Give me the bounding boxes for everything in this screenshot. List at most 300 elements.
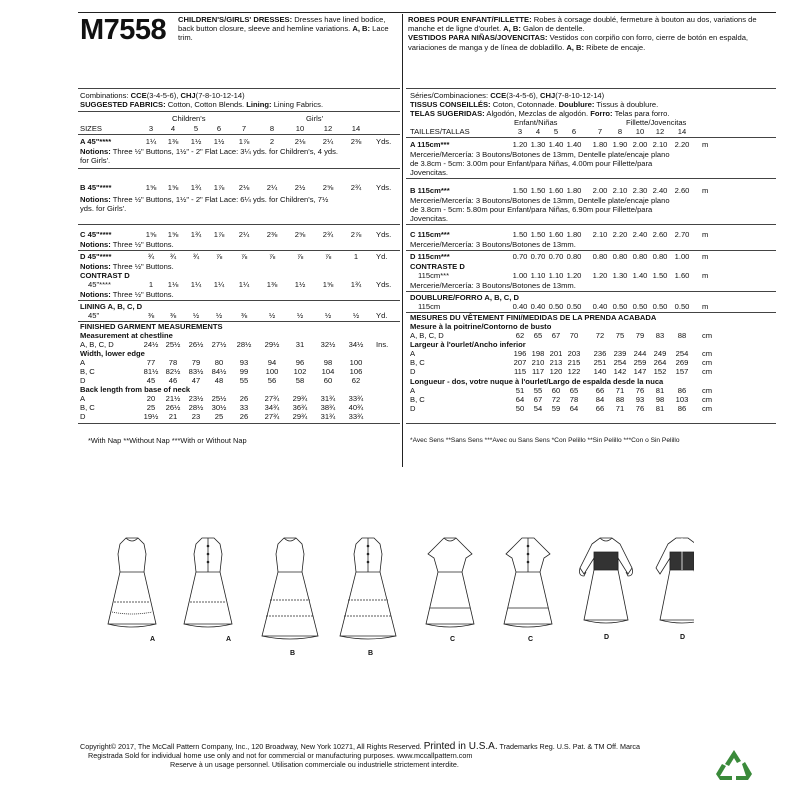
dress-c-front [426, 538, 474, 627]
value-4: 55 [239, 376, 249, 385]
fr-combinations: Séries/Combinaciones: CCE(3-4-5-6), CHJ(7-8-10-12-14) [410, 91, 605, 100]
en-description: CHILDREN'S/GIRLS' DRESSES: Dresses have lined bodice, back button closure, sleeve and hemline variations. A, B: Lace trim. [178, 15, 389, 43]
value-7: 2.40 [652, 186, 668, 195]
value-3: 1⅞ [213, 183, 225, 192]
value-2: 28½ [188, 403, 204, 412]
value-7: 31¾ [320, 394, 336, 403]
value-0: 1⅝ [145, 183, 157, 192]
value-8: 2.60 [674, 186, 690, 195]
value-3: 70 [569, 331, 579, 340]
value-8: 103 [675, 395, 689, 404]
value-0: ¾ [147, 252, 155, 261]
value-6: 244 [633, 349, 647, 358]
en-notions-b-2: yds. for Girls'. [80, 204, 127, 213]
value-1: 1⅛ [167, 280, 179, 289]
value-7: 2¼ [322, 137, 334, 146]
value-4: 1.20 [592, 271, 608, 280]
value-4: 2.10 [592, 230, 608, 239]
en-sizes-row: SIZES 3 4 5 6 7 8 10 12 14 [80, 124, 400, 133]
value-1: 1.50 [530, 186, 546, 195]
value-1: 0.40 [530, 302, 546, 311]
value-3: 65 [569, 386, 579, 395]
unit-label: Yds. [376, 280, 392, 289]
value-3: 30½ [211, 403, 227, 412]
value-5: 0.50 [612, 302, 628, 311]
value-0: 1.00 [512, 271, 528, 280]
fr-row-largeur-a: A 196 198 201 203 236 239 244 249 254 cm [410, 349, 776, 358]
fr-row-contrast: 115cm*** 1.00 1.10 1.10 1.20 1.20 1.30 1.40 1.50 1.60 m [410, 271, 776, 280]
size-3: 6 [216, 124, 222, 133]
size-4: 7 [241, 124, 247, 133]
unit-label: Yds. [376, 137, 392, 146]
fr-buste-title: Mesure à la poitrine/Contorno de busto [410, 322, 552, 331]
value-2: 1.40 [548, 140, 564, 149]
dress-d-front [580, 538, 633, 623]
value-8: 33¾ [348, 412, 364, 421]
fr-merc-a-1: Mercerie/Mercería: 3 Boutons/Botones de 13mm, Dentelle plate/encaje plano [410, 150, 670, 159]
value-6: 0.50 [632, 302, 648, 311]
value-2: 60 [551, 386, 561, 395]
value-0: 50 [515, 404, 525, 413]
value-8: 2⅞ [350, 230, 362, 239]
value-5: 2¼ [266, 183, 278, 192]
value-5: 2.20 [612, 230, 628, 239]
value-0: 64 [515, 395, 525, 404]
value-8: 40¾ [348, 403, 364, 412]
value-4: 1¼ [238, 280, 250, 289]
fr-nap-note: *Avec Sens **Sans Sens ***Avec ou Sans Sens *Con Pelillo **Sin Pelillo ***Con o Sin Pelillo [410, 437, 680, 444]
value-0: 1.20 [512, 140, 528, 149]
size-6: 10 [295, 124, 305, 133]
value-8: 1.00 [674, 252, 690, 261]
fr-rule-1 [406, 88, 776, 89]
value-5: 1.90 [612, 140, 628, 149]
value-3: 203 [567, 349, 581, 358]
value-2: 201 [549, 349, 563, 358]
value-1: 1.10 [530, 271, 546, 280]
en-row-contrast: 45"**** 1 1⅛ 1¼ 1¼ 1¼ 1⅜ 1½ 1⅝ 1¾ Yds. [80, 280, 400, 289]
en-back-title: Back length from base of neck [80, 385, 191, 394]
size-8: 14 [351, 124, 361, 133]
value-0: 51 [515, 386, 525, 395]
value-6: 76 [635, 386, 645, 395]
fr-merc-a-3: Jovencitas. [410, 168, 448, 177]
fr-description: ROBES POUR ENFANT/FILLETTE: Robes à corsage doublé, fermeture à bouton au dos, variations de manche et de ligne d'ourlet. A, B: Galon de dentelle. VESTIDOS PARA NIÑAS/JOVENCITAS: Vestidos con corpiño con forro, cierre de botón en espalda, variaciones de manga y de línea de dobladillo. A, B: Ribete de encaje. [408, 15, 757, 52]
value-4: 66 [595, 404, 605, 413]
value-5: 1⅜ [266, 280, 278, 289]
unit-label: Yds. [376, 183, 392, 192]
figure-label: D [680, 634, 686, 641]
value-8: 2.20 [674, 140, 690, 149]
fr-sizes-row: TAILLES/TALLAS 3 4 5 6 7 8 10 12 14 [410, 127, 776, 136]
fr-mesures-title: MESURES DU VÊTEMENT FINI/MEDIDAS DE LA PRENDA ACABADA [410, 313, 657, 322]
size-7: 12 [655, 127, 665, 136]
unit-label: m [702, 140, 709, 149]
en-group-girls: Girls' [306, 114, 324, 123]
value-3: 27½ [211, 340, 227, 349]
value-2: 47 [191, 376, 201, 385]
fr-doublure-title: DOUBLURE/FORRO A, B, C, D [410, 293, 519, 302]
unit-label: m [702, 271, 709, 280]
value-8: 1¾ [350, 280, 362, 289]
value-7: 32½ [320, 340, 336, 349]
value-2: 1¾ [190, 230, 202, 239]
value-3: 1¼ [213, 280, 225, 289]
value-0: 1¼ [145, 137, 157, 146]
value-2: 1¾ [190, 183, 202, 192]
value-7: 152 [653, 367, 667, 376]
value-6: ½ [296, 311, 304, 320]
value-4: 33 [239, 403, 249, 412]
value-2: 23½ [188, 394, 204, 403]
value-4: 1⅞ [238, 137, 250, 146]
value-5: 239 [613, 349, 627, 358]
value-0: 62 [515, 331, 525, 340]
value-2: 1¼ [190, 280, 202, 289]
value-7: 83 [655, 331, 665, 340]
value-2: 0.50 [548, 302, 564, 311]
value-8: 269 [675, 358, 689, 367]
value-5: 1.30 [612, 271, 628, 280]
en-row-a: A 45"**** 1¼ 1⅜ 1½ 1½ 1⅞ 2 2⅛ 2¼ 2⅜ Yds. [80, 137, 400, 146]
value-4: 28½ [236, 340, 252, 349]
value-3: 0.50 [566, 302, 582, 311]
en-notions-c: Notions: Three ½" Buttons. [80, 240, 174, 249]
value-0: 19½ [143, 412, 159, 421]
figure-label: D [604, 634, 610, 641]
value-6: 1½ [294, 280, 306, 289]
value-7: 98 [655, 395, 665, 404]
value-1: 1⅝ [167, 183, 179, 192]
value-6: 147 [633, 367, 647, 376]
unit-label: Ins. [376, 340, 389, 349]
value-3: 64 [569, 404, 579, 413]
value-7: 104 [321, 367, 335, 376]
value-0: 1.50 [512, 186, 528, 195]
value-6: 96 [295, 358, 305, 367]
en-nap-note: *With Nap **Without Nap ***With or Without Nap [88, 436, 247, 445]
unit-label: cm [702, 386, 713, 395]
en-notions-b-1: Notions: Three ½" Buttons, 1½" - 2" Flat Lace: 6¼ yds. for Children's, 7½ [80, 195, 329, 204]
value-2: 83½ [188, 367, 204, 376]
value-7: 0.80 [652, 252, 668, 261]
value-3: 1½ [213, 137, 225, 146]
value-1: 210 [531, 358, 545, 367]
value-7: 31¾ [320, 412, 336, 421]
value-4: 84 [595, 395, 605, 404]
en-combinations: Combinations: CCE(3-4-5-6), CHJ(7-8-10-12-14) [80, 91, 245, 100]
value-1: 54 [533, 404, 543, 413]
fr-merc-b-2: de 3.8cm - 5cm: 5.80m pour Enfant/para Niñas, 6.90m pour Fillette/para [410, 205, 653, 214]
value-7: ½ [324, 311, 332, 320]
value-4: 93 [239, 358, 249, 367]
value-6: 259 [633, 358, 647, 367]
unit-label: m [702, 302, 709, 311]
value-4: 0.40 [592, 302, 608, 311]
value-8: 254 [675, 349, 689, 358]
value-5: 94 [267, 358, 277, 367]
value-7: 249 [653, 349, 667, 358]
dress-a-back [184, 538, 232, 627]
value-5: 27¾ [264, 412, 280, 421]
value-3: ½ [215, 311, 223, 320]
value-6: 36¾ [292, 403, 308, 412]
size-6: 10 [635, 127, 645, 136]
value-7: 1⅝ [322, 280, 334, 289]
value-4: 2.00 [592, 186, 608, 195]
value-8: ½ [352, 311, 360, 320]
size-1: 4 [170, 124, 176, 133]
en-width-title: Width, lower edge [80, 349, 145, 358]
en-lining-title: LINING A, B, C, D [80, 302, 143, 311]
unit-label: Yd. [376, 252, 388, 261]
fr-rule-5 [406, 250, 776, 251]
footer-line-1: Copyright© 2017, The McCall Pattern Company, Inc., 120 Broadway, New York 10271, All Rights Reserved. Printed in U.S.A. Trademarks Reg. U.S. Pat. & TM Off. Marca [80, 741, 640, 752]
en-rule-5 [78, 224, 400, 225]
value-4: 2¼ [238, 230, 250, 239]
fr-row-longueur-a: A 51 55 60 65 66 71 76 81 86 cm [410, 386, 776, 395]
value-7: 0.50 [652, 302, 668, 311]
en-row-width-d: D 45 46 47 48 55 56 58 60 62 [80, 376, 400, 385]
value-2: 1½ [190, 137, 202, 146]
fr-row-largeur-bc: B, C 207 210 213 215 251 254 259 264 269 cm [410, 358, 776, 367]
figure-label: C [528, 636, 534, 643]
fr-row-doublure: 115cm 0.40 0.40 0.50 0.50 0.40 0.50 0.50 0.50 0.50 m [410, 302, 776, 311]
unit-label: m [702, 252, 709, 261]
fr-largeur-title: Largeur à l'ourlet/Ancho inferior [410, 340, 526, 349]
value-1: 21½ [165, 394, 181, 403]
value-2: 213 [549, 358, 563, 367]
size-5: 8 [617, 127, 623, 136]
value-3: 80 [214, 358, 224, 367]
value-5: 2 [269, 137, 275, 146]
value-3: 1⅞ [213, 230, 225, 239]
value-0: 1.50 [512, 230, 528, 239]
value-0: ⅜ [147, 311, 155, 320]
fr-row-buste: A, B, C, D 62 65 67 70 72 75 79 83 88 cm [410, 331, 776, 340]
value-7: ⅞ [324, 252, 332, 261]
value-3: 215 [567, 358, 581, 367]
value-1: 1.50 [530, 230, 546, 239]
fr-merc-c: Mercerie/Mercería: 3 Boutons/Botones de 13mm. [410, 240, 576, 249]
en-rule-7 [78, 300, 400, 301]
figure-label: A [226, 636, 232, 643]
dress-c-back [504, 538, 552, 627]
value-2: 1.10 [548, 271, 564, 280]
value-4: 72 [595, 331, 605, 340]
value-8: 106 [349, 367, 363, 376]
value-0: 115 [513, 367, 527, 376]
fr-row-b: B 115cm*** 1.50 1.50 1.60 1.80 2.00 2.10 2.30 2.40 2.60 m [410, 186, 776, 195]
value-3: 78 [569, 395, 579, 404]
value-6: 93 [635, 395, 645, 404]
value-3: 1.80 [566, 230, 582, 239]
value-3: 1.80 [566, 186, 582, 195]
value-6: 2.30 [632, 186, 648, 195]
value-2: ½ [192, 311, 200, 320]
value-6: 102 [293, 367, 307, 376]
dress-a-front [108, 538, 156, 627]
value-0: 25 [146, 403, 156, 412]
fr-rule-2 [406, 137, 776, 138]
fr-fabrics-es: TELAS SUGERIDAS: Algodón, Mezclas de algodón. Forro: Telas para forro. [410, 109, 670, 118]
unit-label: cm [702, 395, 713, 404]
value-8: 62 [351, 376, 361, 385]
value-4: 251 [593, 358, 607, 367]
value-8: 2.70 [674, 230, 690, 239]
value-5: 142 [613, 367, 627, 376]
en-chest-title: Measurement at chestline [80, 331, 173, 340]
en-row-width-a: A 77 78 79 80 93 94 96 98 100 [80, 358, 400, 367]
value-7: 2.10 [652, 140, 668, 149]
value-2: 0.70 [548, 252, 564, 261]
en-row-lining: 45" ⅜ ⅜ ½ ½ ⅜ ½ ½ ½ ½ Yd. [80, 311, 400, 320]
en-fabrics: SUGGESTED FABRICS: Cotton, Cotton Blends. Lining: Lining Fabrics. [80, 100, 324, 109]
en-row-back-a: A 20 21½ 23½ 25½ 26 27¾ 29¾ 31¾ 33¾ [80, 394, 400, 403]
value-0: 0.70 [512, 252, 528, 261]
value-1: 198 [531, 349, 545, 358]
value-6: 58 [295, 376, 305, 385]
value-2: 59 [551, 404, 561, 413]
value-3: 1.20 [566, 271, 582, 280]
dress-b-back [340, 538, 396, 639]
value-8: 34½ [348, 340, 364, 349]
value-5: 254 [613, 358, 627, 367]
value-3: 122 [567, 367, 581, 376]
size-3: 6 [571, 127, 577, 136]
value-1: ⅜ [169, 311, 177, 320]
en-notions-d: Notions: Three ½" Buttons. [80, 262, 174, 271]
value-6: 2.40 [632, 230, 648, 239]
value-6: 1.40 [632, 271, 648, 280]
value-8: 100 [349, 358, 363, 367]
value-4: 236 [593, 349, 607, 358]
en-contrast-title: CONTRAST D [80, 271, 130, 280]
en-row-d: D 45"**** ¾ ¾ ¾ ⅞ ⅞ ⅞ ⅞ ⅞ 1 Yd. [80, 252, 400, 261]
value-2: 26½ [188, 340, 204, 349]
value-5: 2⅜ [266, 230, 278, 239]
value-3: 48 [214, 376, 224, 385]
value-8: 88 [677, 331, 687, 340]
unit-label: cm [702, 404, 713, 413]
value-4: ⅜ [240, 311, 248, 320]
value-6: 79 [635, 331, 645, 340]
value-8: 86 [677, 404, 687, 413]
value-6: 29¾ [292, 412, 308, 421]
value-1: 25½ [165, 340, 181, 349]
size-5: 8 [269, 124, 275, 133]
value-1: 1.30 [530, 140, 546, 149]
value-4: 26 [239, 394, 249, 403]
value-7: 38¾ [320, 403, 336, 412]
value-3: 84½ [211, 367, 227, 376]
value-7: 81 [655, 386, 665, 395]
value-5: 71 [615, 404, 625, 413]
fr-merc-a-2: de 3.8cm - 5cm: 3.00m pour Enfant/para Niñas, 4.00m pour Fillette/para [410, 159, 653, 168]
en-row-back-bc: B, C 25 26½ 28½ 30½ 33 34¾ 36¾ 38¾ 40¾ [80, 403, 400, 412]
en-notions-a-1: Notions: Three ½" Buttons, 1½" - 2" Flat Lace: 3¼ yds. for Children's, 4 yds. [80, 147, 338, 156]
size-0: 3 [148, 124, 154, 133]
value-8: 1 [353, 252, 359, 261]
unit-label: cm [702, 367, 713, 376]
value-1: 1⅜ [167, 137, 179, 146]
value-0: 0.40 [512, 302, 528, 311]
en-finished-title: FINISHED GARMENT MEASUREMENTS [80, 322, 223, 331]
unit-label: Yds. [376, 230, 392, 239]
fr-group-girls: Fillette/Jovencitas [626, 118, 687, 127]
value-0: 24½ [143, 340, 159, 349]
value-0: 196 [513, 349, 527, 358]
value-7: 264 [653, 358, 667, 367]
value-1: 0.70 [530, 252, 546, 261]
en-notions-contrast: Notions: Three ½" Buttons. [80, 290, 174, 299]
column-divider [402, 14, 403, 467]
value-1: 55 [533, 386, 543, 395]
value-2: 1.60 [548, 230, 564, 239]
unit-label: cm [702, 331, 713, 340]
unit-label: cm [702, 349, 713, 358]
value-6: 0.80 [632, 252, 648, 261]
value-1: 65 [533, 331, 543, 340]
value-5: 27¾ [264, 394, 280, 403]
value-7: 2.60 [652, 230, 668, 239]
value-5: ½ [268, 311, 276, 320]
value-6: 2⅛ [294, 137, 306, 146]
value-5: 0.80 [612, 252, 628, 261]
unit-label: m [702, 230, 709, 239]
value-0: 81½ [143, 367, 159, 376]
footer-line-2: Registrada Sold for individual home use only and not for commercial or manufacturing purposes. www.mccallpattern.com [88, 751, 473, 760]
value-0: 20 [146, 394, 156, 403]
value-7: 2⅝ [322, 183, 334, 192]
value-6: 31 [295, 340, 305, 349]
value-8: 157 [675, 367, 689, 376]
value-1: 67 [533, 395, 543, 404]
size-1: 4 [535, 127, 541, 136]
fr-group-children: Enfant/Niñas [514, 118, 558, 127]
value-8: 86 [677, 386, 687, 395]
value-6: ⅞ [296, 252, 304, 261]
value-1: 82½ [165, 367, 181, 376]
fr-rule-4 [406, 224, 776, 225]
value-0: 77 [146, 358, 156, 367]
value-4: 0.80 [592, 252, 608, 261]
figure-label: A [150, 636, 156, 643]
size-0: 3 [517, 127, 523, 136]
value-5: 2.10 [612, 186, 628, 195]
value-0: 207 [513, 358, 527, 367]
size-7: 12 [323, 124, 333, 133]
unit-label: Yd. [376, 311, 388, 320]
value-4: 66 [595, 386, 605, 395]
value-2: 23 [191, 412, 201, 421]
value-5: 88 [615, 395, 625, 404]
value-7: 98 [323, 358, 333, 367]
en-rule-3 [78, 134, 400, 135]
value-4: 140 [593, 367, 607, 376]
value-1: ¾ [169, 252, 177, 261]
value-8: 33¾ [348, 394, 364, 403]
value-3: 0.80 [566, 252, 582, 261]
fr-contrast-title: CONTRASTE D [410, 262, 465, 271]
en-rule-2 [78, 111, 400, 112]
en-notions-a-2: for Girls'. [80, 156, 111, 165]
fr-merc-b-1: Mercerie/Mercería: 3 Boutons/Botones de 13mm, Dentelle plate/encaje plano [410, 196, 670, 205]
dress-b-front [262, 538, 318, 639]
value-2: 1.60 [548, 186, 564, 195]
en-rule-6 [78, 250, 400, 251]
size-2: 5 [193, 124, 199, 133]
